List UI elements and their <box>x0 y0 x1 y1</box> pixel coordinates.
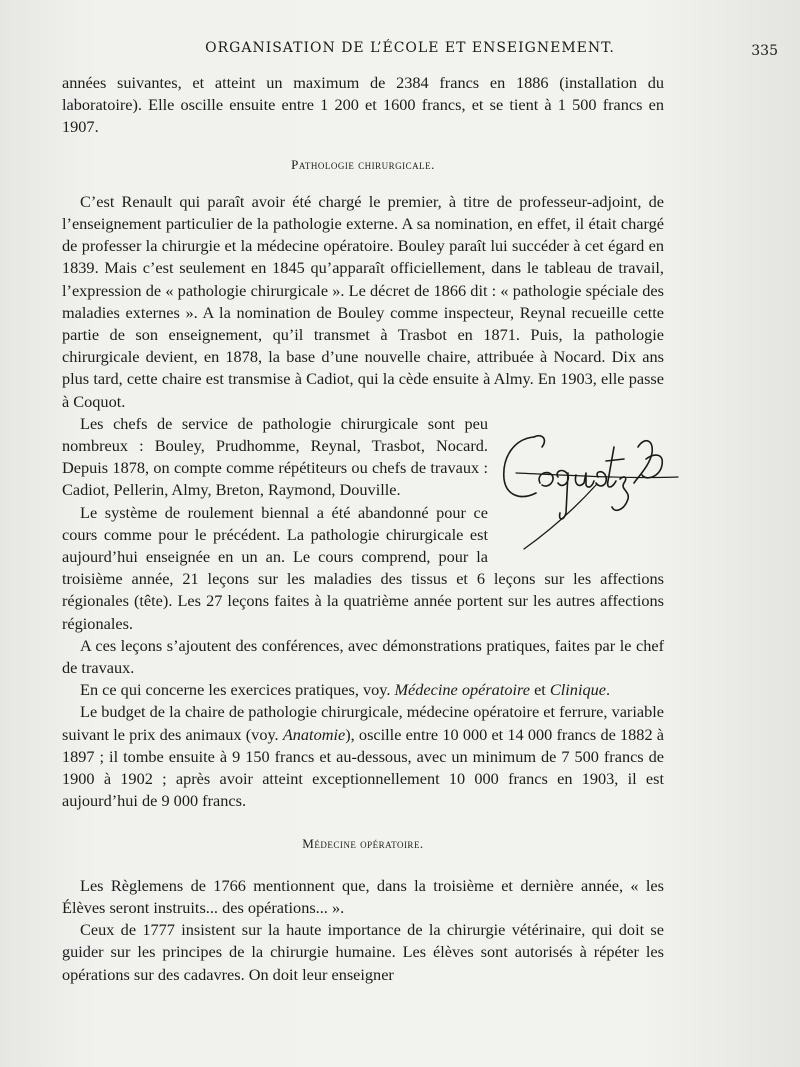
paragraph-history <box>62 191 664 413</box>
paragraph-1777: Ceux de 1777 insistent sur la haute importance de la chirurgie vétérinaire, qui doit se guider sur les principes de la chirurgie humaine. Les élèves sont autorisés à répéter les opérations sur des cadavres. On doit leur enseigner <box>62 920 664 984</box>
paragraph-budget <box>62 701 664 812</box>
exercices-end: . <box>605 680 611 700</box>
budget-text-2: ), oscille entre 10 000 et 14 000 francs de 1882 à 1897 ; il tombe ensuite à 9 150 francs et au-dessous, avec un minimum de 7 500 francs de 1900 à 1902 ; après avoir atteint exceptionnellement 10 000 francs en 1903, il est aujourd’hui de 9 000 francs. <box>62 724 665 811</box>
ref-clinique: Clinique <box>549 680 606 700</box>
ref-medecine-operatoire: Médecine opératoire <box>394 680 530 700</box>
paragraph-roulement: Le système de roulement biennal a été abandonné pour ce cours comme pour le précédent. La pathologie chirurgicale est aujourd’hui enseignée en un an. Le cours comprend, pour la troisième année, 21 leçons sur les maladies des tissus et 6 leçons sur les affections régionales (tête). Les 27 leçons faites à la quatrième année portent sur les autres affections régionales. <box>62 502 664 633</box>
paragraph-reglemens: Les Règlemens de 1766 mentionnent que, dans la troisième et dernière année, « les Élèves seront instruits... des opérations... ». <box>62 875 664 917</box>
paragraph-exercices <box>62 679 664 701</box>
running-header: ORGANISATION DE L’ÉCOLE ET ENSEIGNEMENT. <box>205 40 615 56</box>
section-title-medecine: Médecine opératoire. <box>302 835 424 851</box>
budget-text-1: Le budget de la chaire de pathologie chirurgicale, médecine opératoire et ferrure, variable suivant le prix des animaux (voy. <box>62 702 664 744</box>
ref-anatomie: Anatomie <box>282 724 346 744</box>
exercices-and: et <box>534 680 546 700</box>
paragraph-conferences: A ces leçons s’ajoutent des conférences, avec démonstrations pratiques, faites par le chef de travaux. <box>62 635 664 678</box>
signature-image <box>496 417 686 567</box>
exercices-text: En ce qui concerne les exercices pratiques, voy. <box>80 680 391 700</box>
intro-paragraph: années suivantes, et atteint un maximum de 2384 francs en 1886 (installation du laboratoire). Elle oscille ensuite entre 1 200 et 1600 francs, et se tient à 1 500 francs en 1907. <box>62 73 664 137</box>
page-body <box>62 72 664 986</box>
section-title-pathologie: Pathologie chirurgicale. <box>291 156 435 172</box>
page-number: 335 <box>751 43 778 59</box>
paragraph-chefs: Les chefs de service de pathologie chirurgicale sont peu nombreux : Bouley, Prudhomme, Reynal, Trasbot, Nocard. Depuis 1878, on compte comme répétiteurs ou chefs de travaux : Cadiot, Pellerin, Almy, Breton, Raymond, Douville. <box>62 413 488 500</box>
paragraph-history-text-a: C’est Renault qui paraît avoir été chargé le premier, à titre de professeur-adjoint, de l’enseignement particulier de la pathologie externe. A sa nomination, en effet, il était chargé de professer la chirurgie et la médecine opératoire. Bouley paraît lui succéder à cet égard en 1839. Mais c’est seulement en 1845 qu’apparaît officiellement, dans le tableau de travail, l’expression de « pathologie chirurgicale ». Le décret de 1866 dit : « pathologie spéciale des maladies externes ». A la nomination de Bouley comme inspecteur, Reynal recueille cette partie de son enseignement, qu’il transmet à Trasbot en 1871. Puis, la pathologie chirurgicale devient, en 1878, la base d’une nouvelle chaire, attribuée à Nocard. Dix ans plus tard, cette chaire est transmise à Cadiot, qui la cède ensuite à Almy. En 1903, elle passe à Coquot. <box>62 191 664 411</box>
signature-coquot <box>496 417 686 567</box>
